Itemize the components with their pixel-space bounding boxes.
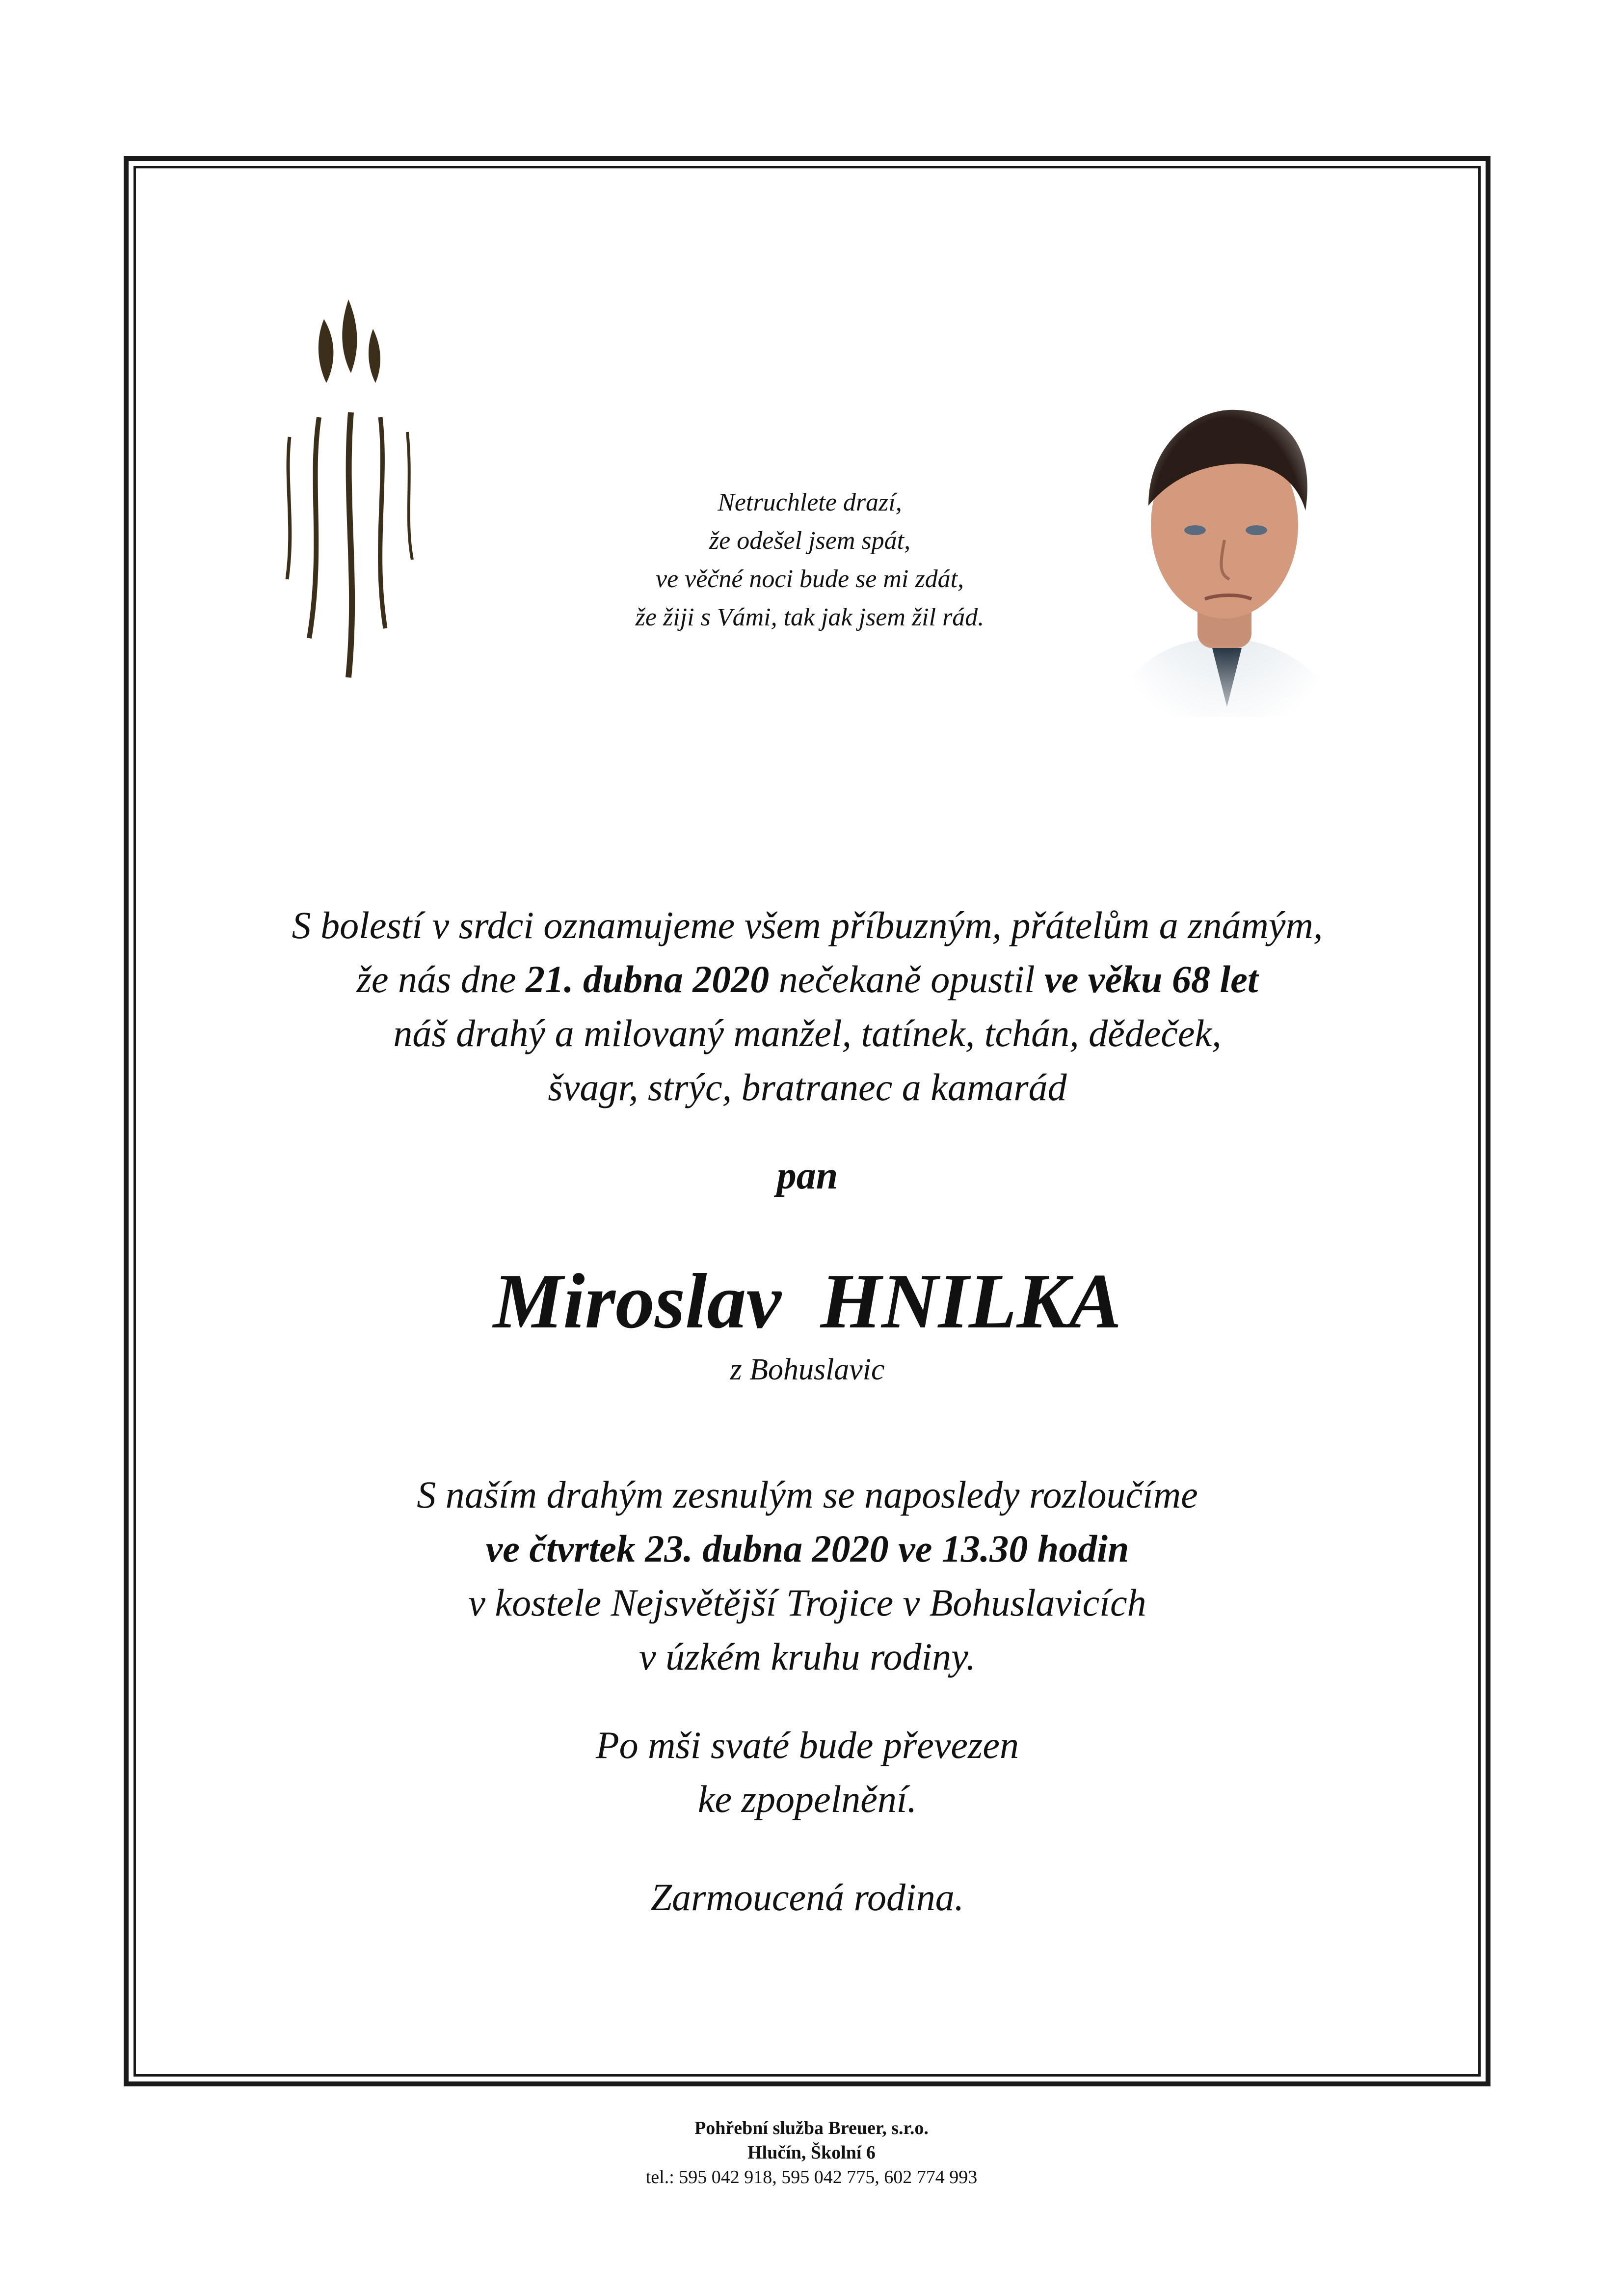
announcement-line: S bolestí v srdci oznamujeme všem příbuzným, přátelům a známým, <box>292 904 1323 946</box>
announcement-line-date: že nás dne 21. dubna 2020 nečekaně opustil ve věku 68 let <box>356 958 1258 1000</box>
transfer-line: ke zpopelnění. <box>697 1778 917 1820</box>
ceremony-line: S naším drahým zesnulým se naposledy rozloučíme <box>417 1473 1198 1516</box>
ceremony-line: v úzkém kruhu rodiny. <box>639 1635 976 1678</box>
ceremony-datetime: ve čtvrtek 23. dubna 2020 ve 13.30 hodin <box>485 1527 1129 1570</box>
funeral-ceremony-info <box>147 1468 1467 1684</box>
ceremony-location: v kostele Nejsvětější Trojice v Bohuslavicích <box>468 1581 1146 1624</box>
hometown: z Bohuslavic <box>730 1353 885 1386</box>
poem-line: že žiji s Vámi, tak jak jsem žil rád. <box>635 603 984 631</box>
portrait-photo <box>1099 363 1355 736</box>
company-address: Hlučín, Školní 6 <box>747 2142 876 2163</box>
family-signature: Zarmoucená rodina. <box>650 1876 964 1918</box>
age-at-death: ve věku 68 let <box>1044 958 1258 1000</box>
poem-line: že odešel jsem spát, <box>709 527 911 555</box>
honorific-title: pan <box>776 1154 838 1197</box>
poem-line: Netruchlete drazí, <box>718 488 902 516</box>
funeral-service-footer <box>0 2116 1623 2189</box>
announcement-line: náš drahý a milovaný manžel, tatínek, tchán, dědeček, <box>393 1012 1222 1054</box>
poem-line: ve věčné noci bude se mi zdát, <box>655 565 964 593</box>
death-announcement <box>147 898 1467 1114</box>
first-name: Miroslav <box>493 1257 781 1345</box>
deceased-name <box>147 1257 1467 1345</box>
death-date: 21. dubna 2020 <box>525 958 770 1000</box>
last-name: HNILKA <box>820 1257 1122 1345</box>
announcement-line: švagr, strýc, bratranec a kamarád <box>548 1066 1067 1108</box>
memorial-poem <box>540 484 1080 637</box>
cremation-note <box>147 1718 1467 1826</box>
transfer-line: Po mši svaté bude převezen <box>595 1724 1019 1766</box>
company-name: Pohřební služba Breuer, s.r.o. <box>694 2118 929 2138</box>
company-phone: tel.: 595 042 918, 595 042 775, 602 774 993 <box>645 2167 978 2188</box>
